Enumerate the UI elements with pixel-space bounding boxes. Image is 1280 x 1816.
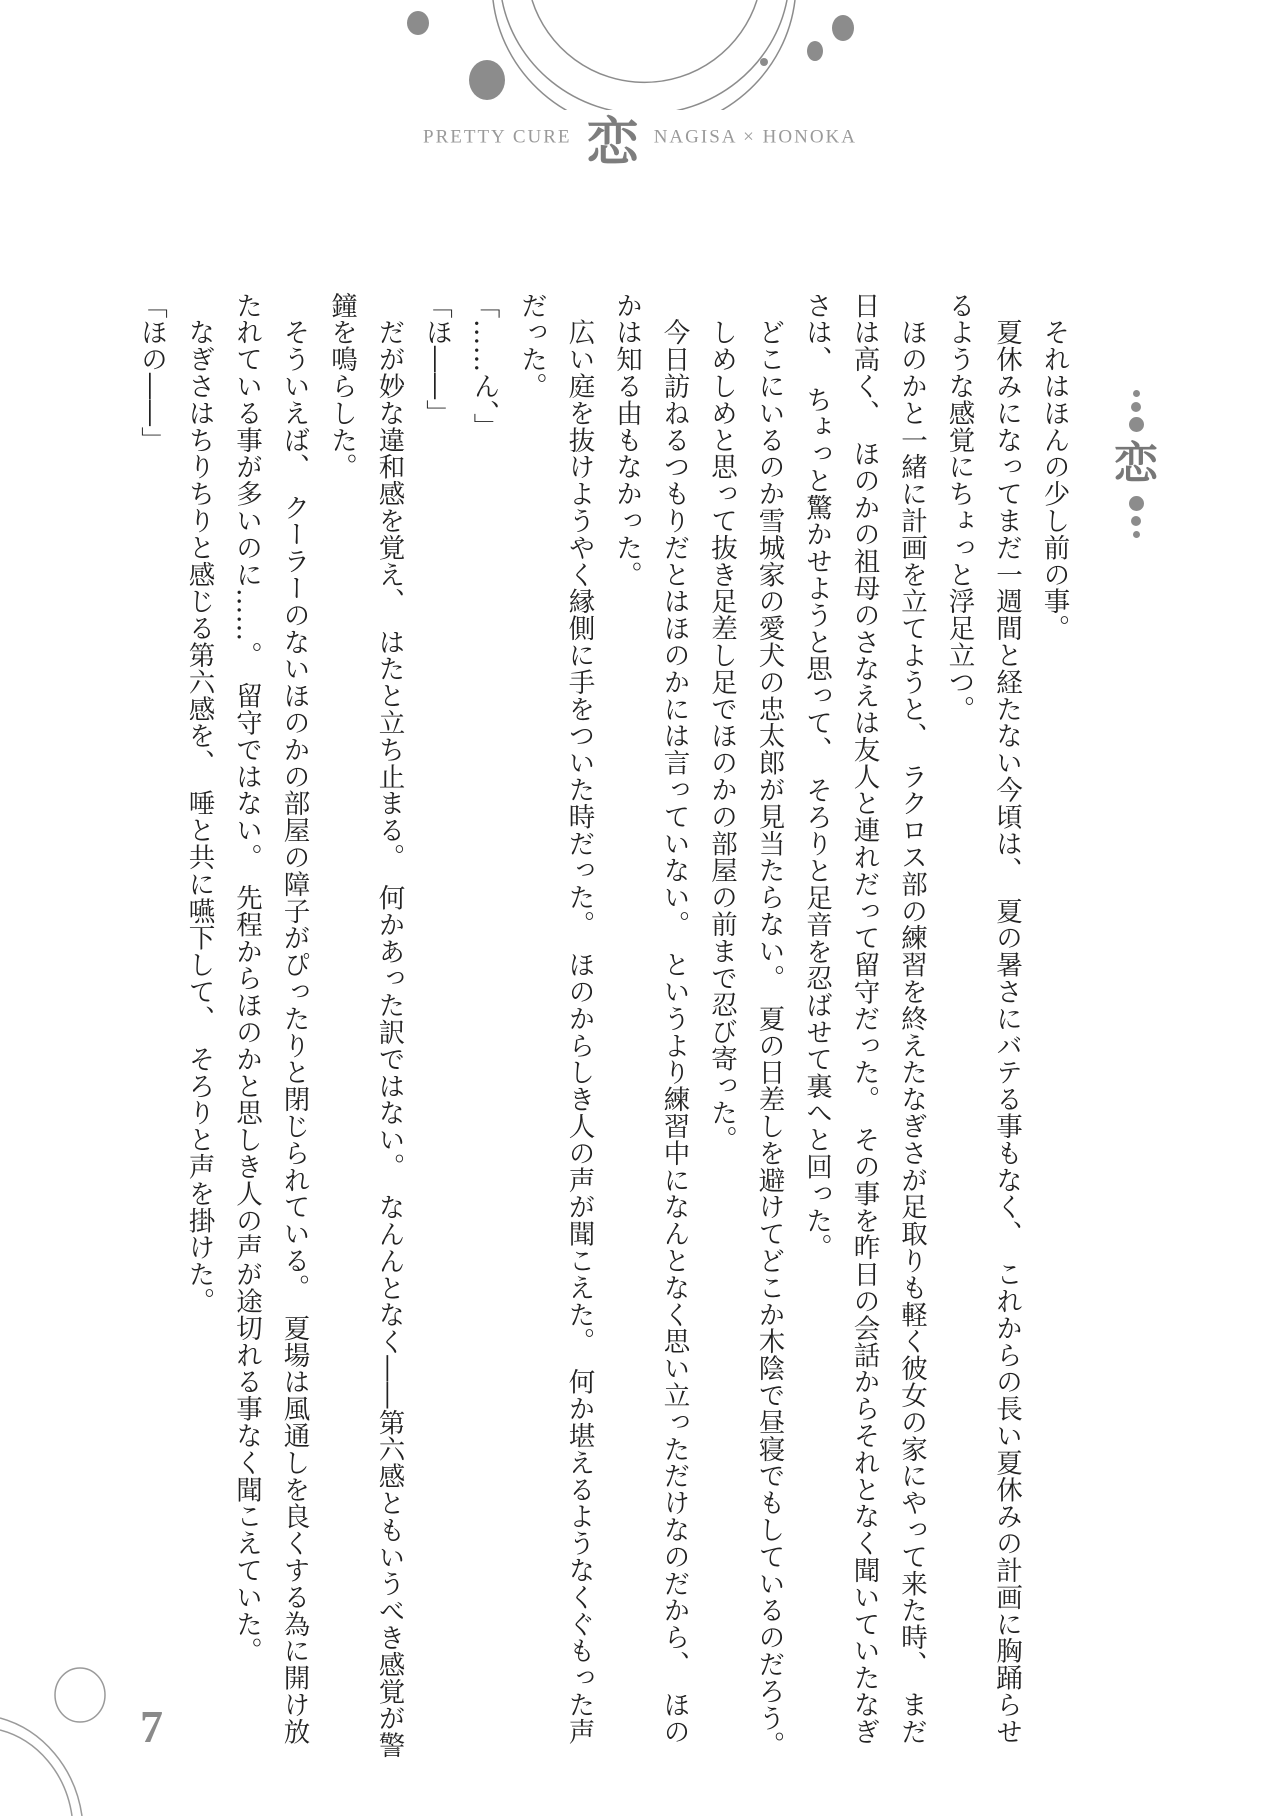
text-column: 「……ん、」 bbox=[468, 292, 500, 441]
chapter-title: 恋 bbox=[1114, 438, 1158, 489]
text-column: 今日訪ねるつもりだとはほのかには言っていない。 というより練習中になんとなく思い立っただけなのだから、 ほの bbox=[658, 292, 690, 1745]
text-column: かは知る由もなかった。 bbox=[611, 292, 642, 588]
decor-dot bbox=[760, 58, 768, 66]
text-column: ほのかと一緒に計画を立てようと、 ラクロス部の練習を終えたなぎさが足取りも軽く彼女の家にやって来た時、 まだ bbox=[896, 292, 927, 1745]
top-ornament bbox=[0, 0, 1280, 110]
decor-dot bbox=[1129, 496, 1144, 511]
text-column: 広い庭を抜けようやく縁側に手をついた時だった。 ほのからしき人の声が聞こえた。 何か堪えるようなくぐもった声 bbox=[563, 292, 595, 1745]
text-column: さは、 ちょっと驚かせようと思って、 そろりと足音を忍ばせて裏へと回った。 bbox=[801, 292, 832, 1261]
text-column: だった。 bbox=[516, 292, 547, 400]
text-column: なぎさはちりちりと感じる第六感を、 唾と共に嚥下して、 そろりと声を掛けた。 bbox=[183, 292, 215, 1315]
decor-dot bbox=[407, 11, 429, 35]
text-column: 鐘を鳴らした。 bbox=[326, 292, 357, 481]
text-column: 「ほ――」 bbox=[421, 292, 452, 427]
text-column: 夏休みになってまだ一週間と経たない今頃は、 夏の暑さにバテる事もなく、 これからの長い夏休みの計画に胸踊らせ bbox=[991, 292, 1022, 1745]
series-logo bbox=[0, 100, 1280, 175]
decor-dot bbox=[1131, 516, 1141, 526]
text-column: 日は高く、 ほのかの祖母のさなえは友人と連れだって留守だった。 その事を昨日の会話からそれとなく聞いていたなぎ bbox=[848, 292, 880, 1745]
decor-dot bbox=[807, 41, 823, 61]
logo-kanji: 恋 bbox=[586, 112, 639, 173]
logo-left-text: PRETTY CURE bbox=[423, 126, 572, 148]
text-column: 「ほの――」 bbox=[136, 292, 167, 454]
text-column: そういえば、 クーラーのないほのかの部屋の障子がぴったりと閉じられている。 夏場は風通しを良くする為に開け放 bbox=[278, 292, 310, 1745]
text-column: るような感覚にちょっと浮足立つ。 bbox=[943, 292, 975, 723]
page-number: 7 bbox=[140, 1701, 163, 1752]
logo-right-text: NAGISA × HONOKA bbox=[653, 126, 857, 148]
decor-dot bbox=[832, 15, 854, 41]
text-column: しめしめと思って抜き足差し足でほのかの部屋の前まで忍び寄った。 bbox=[706, 292, 737, 1153]
text-column: どこにいるのか雪城家の愛犬の忠太郎が見当たらない。 夏の日差しを避けてどこか木陰で昼寝でもしているのだろう。 bbox=[753, 292, 785, 1759]
chapter-heading bbox=[1112, 385, 1160, 543]
text-column: たれている事が多いのに……。 留守ではない。 先程からほのかと思しき人の声が途切れる事なく聞こえていた。 bbox=[231, 292, 262, 1665]
text-column: それはほんの少し前の事。 bbox=[1038, 292, 1070, 642]
bottom-left-ornament bbox=[0, 0, 140, 1816]
arc-lines bbox=[493, 0, 795, 110]
decor-dot bbox=[1129, 417, 1144, 432]
decor-dot bbox=[1133, 390, 1140, 397]
text-column: だが妙な違和感を覚え、 はたと立ち止まる。 何かあった訳ではない。 なんんとなく――第六感ともいうべき感覚が警 bbox=[373, 292, 405, 1759]
decor-dot bbox=[1133, 531, 1140, 538]
decor-dot bbox=[1131, 402, 1141, 412]
decor-dot bbox=[469, 60, 505, 100]
